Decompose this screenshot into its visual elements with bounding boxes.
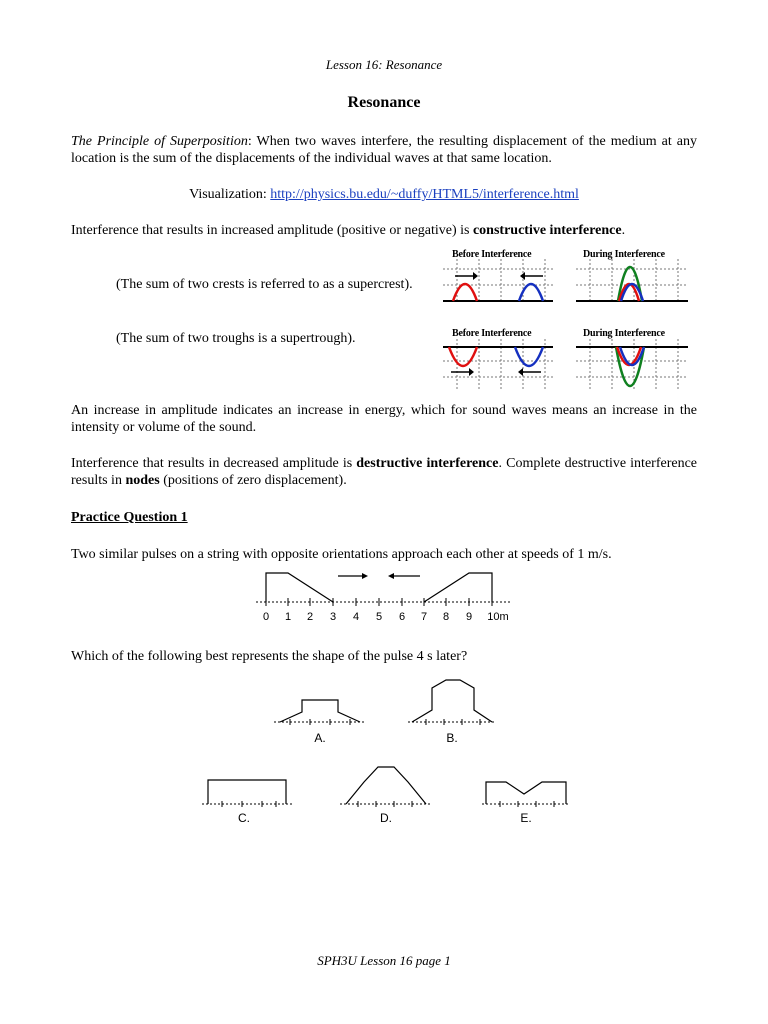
scale-label: 4 — [352, 611, 360, 623]
scale-label: 2 — [306, 611, 314, 623]
option-shape — [208, 780, 286, 804]
red-crest — [453, 284, 477, 301]
option-shape — [412, 680, 492, 722]
visualization-line — [0, 186, 768, 203]
right-arrow-icon — [455, 272, 478, 280]
superposition-text: : When two waves interfere, the resulting displacement of the medium at any location is the sum of the displacements of the individual waves at that same location. — [71, 134, 698, 166]
nodes-term: nodes — [125, 473, 160, 488]
red-trough — [449, 347, 477, 366]
right-arrow-icon — [451, 368, 474, 376]
pulse-diagram — [250, 568, 520, 628]
left-arrow-icon — [520, 272, 543, 280]
supercrest-note: (The sum of two crests is referred to as a supercrest). — [116, 277, 413, 292]
question-text: Two similar pulses on a string with opposite orientations approach each other at speeds of 1 m/s. — [71, 547, 612, 562]
option-label: B. — [446, 731, 458, 745]
trough-during-figure — [576, 339, 688, 391]
scale-label: 7 — [420, 611, 428, 623]
scale-label: 6 — [398, 611, 406, 623]
visualization-label: Visualization: — [189, 187, 271, 202]
option-label: A. — [314, 731, 326, 745]
crest-before-caption: Before Interference — [452, 249, 532, 260]
blue-crest — [519, 284, 543, 301]
page-header: Lesson 16: Resonance — [325, 57, 443, 72]
option-label: D. — [380, 811, 392, 825]
page-title: Resonance — [347, 94, 421, 111]
energy-paragraph: An increase in amplitude indicates an increase in energy, which for sound waves means an increase in the intensity or volume of the sound. — [71, 403, 697, 435]
question-prompt: Which of the following best represents the shape of the pulse 4 s later? — [71, 649, 468, 664]
supertrough-note: (The sum of two troughs is a supertrough). — [116, 331, 356, 346]
constructive-paragraph — [71, 222, 697, 239]
crest-during-caption: During Interference — [583, 249, 665, 260]
scale-label: 10m — [487, 611, 509, 623]
scale-label: 0 — [262, 611, 270, 623]
practice-heading: Practice Question 1 — [71, 510, 188, 525]
left-pulse — [266, 573, 333, 602]
scale-label: 5 — [375, 611, 383, 623]
right-pulse — [424, 573, 492, 602]
trough-before-figure — [443, 339, 553, 391]
grid — [443, 259, 553, 303]
destructive-term: destructive interference — [356, 456, 499, 471]
scale-label: 9 — [465, 611, 473, 623]
constructive-suffix: . — [621, 223, 626, 238]
page-footer: SPH3U Lesson 16 page 1 — [317, 953, 451, 968]
grid — [576, 259, 688, 303]
right-arrow-icon — [338, 573, 368, 579]
scale-labels — [263, 611, 509, 623]
destructive-paragraph — [71, 455, 697, 489]
option-shape — [346, 767, 426, 804]
trough-during-caption: During Interference — [583, 328, 665, 339]
option-c[interactable] — [198, 774, 296, 828]
visualization-link[interactable]: http://physics.bu.edu/~duffy/HTML5/interference.html — [270, 187, 579, 202]
scale-label: 1 — [284, 611, 292, 623]
option-b[interactable] — [404, 676, 500, 748]
superposition-paragraph — [71, 133, 697, 167]
crest-before-figure — [443, 259, 553, 305]
destructive-suffix: (positions of zero displacement). — [159, 473, 347, 488]
blue-trough — [515, 347, 543, 366]
destructive-middle: . Complete destructive interference results in — [71, 456, 697, 488]
tick-marks — [266, 598, 492, 606]
scale-label: 8 — [442, 611, 450, 623]
left-arrow-icon — [388, 573, 420, 579]
crest-during-figure — [576, 259, 688, 305]
option-a[interactable] — [270, 694, 370, 748]
option-d[interactable] — [336, 762, 436, 828]
option-e[interactable] — [478, 774, 574, 828]
destructive-prefix: Interference that results in decreased amplitude is — [71, 456, 357, 471]
option-shape — [486, 782, 566, 804]
constructive-prefix: Interference that results in increased amplitude (positive or negative) is — [71, 223, 473, 238]
left-arrow-icon — [518, 368, 541, 376]
trough-before-caption: Before Interference — [452, 328, 532, 339]
constructive-term: constructive interference — [472, 223, 622, 238]
option-label: C. — [238, 811, 250, 825]
option-label: E. — [520, 811, 532, 825]
option-shape — [280, 700, 360, 722]
superposition-term: The Principle of Superposition — [71, 134, 248, 149]
scale-label: 3 — [329, 611, 337, 623]
